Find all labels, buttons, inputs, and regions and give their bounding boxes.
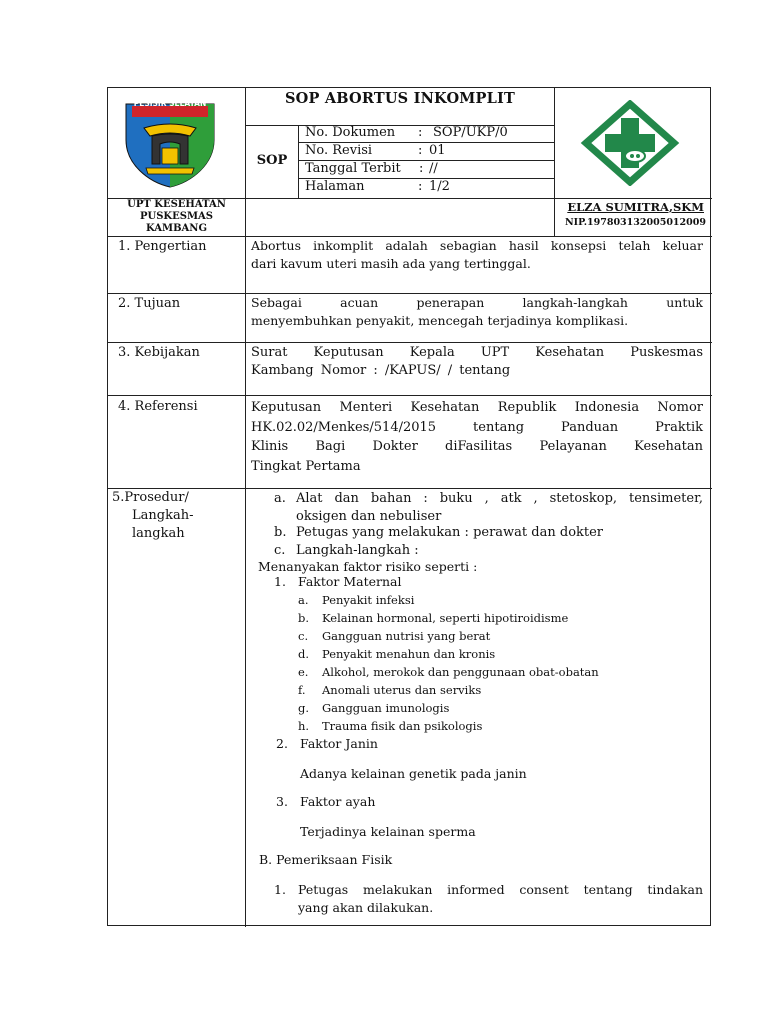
- signer-nip: NIP.197803132005012009: [565, 217, 706, 228]
- doc-row-nomor-sep: :: [418, 125, 423, 140]
- content-line: Klinis Bagi Dokter diFasilitas Pelayanan Kesehatan: [251, 439, 703, 454]
- pesisir-selatan-logo: [122, 98, 218, 188]
- list-item: [298, 627, 599, 645]
- pemeriksaan-fisik-title: B. Pemeriksaan Fisik: [259, 852, 393, 867]
- doc-row-revisi-sep: :: [418, 143, 423, 158]
- puskesmas-logo: [580, 100, 680, 186]
- label-line: langkah: [132, 526, 185, 541]
- sop-document: [107, 87, 711, 926]
- prosedur-b-text: Petugas yang melakukan : perawat dan dokter: [296, 525, 604, 540]
- doc-row-halaman-sep: :: [418, 179, 423, 194]
- maternal-list: [298, 591, 599, 735]
- content-line: HK.02.02/Menkes/514/2015 tentang Panduan Praktik: [251, 419, 703, 435]
- faktor-ayah-text: Terjadinya kelainan sperma: [300, 824, 476, 839]
- org-name-line: KAMBANG: [145, 223, 207, 234]
- list-marker: h.: [298, 719, 310, 733]
- prosedur-a-text: [296, 490, 703, 526]
- list-marker: a.: [298, 593, 309, 607]
- list-item: [298, 681, 599, 699]
- section-content-kebijakan: [251, 344, 703, 380]
- divider: [245, 88, 246, 927]
- list-marker: d.: [298, 647, 310, 661]
- divider: [108, 342, 712, 343]
- prosedur-a-marker: a.: [274, 491, 286, 506]
- section-content-pengertian: [251, 237, 703, 273]
- content-line: Keputusan Menteri Kesehatan Republik Indonesia Nomor: [251, 400, 703, 415]
- content-line: oksigen dan nebuliser: [296, 509, 442, 524]
- list-item: [298, 699, 599, 717]
- list-item: [298, 591, 599, 609]
- sop-label: SOP: [256, 153, 288, 168]
- signer-name: ELZA SUMITRA,SKM: [567, 200, 704, 214]
- faktor-maternal-marker: 1.: [274, 574, 286, 589]
- list-item: [298, 609, 599, 627]
- section-content-referensi: [251, 398, 703, 476]
- prosedur-intro: Menanyakan faktor risiko seperti :: [258, 559, 478, 574]
- doc-row-revisi-label: No. Revisi: [305, 143, 373, 158]
- doc-row-nomor-label: No. Dokumen: [305, 125, 396, 140]
- faktor-ayah-marker: 3.: [276, 794, 288, 809]
- document-title: SOP ABORTUS INKOMPLIT: [284, 90, 515, 107]
- label-line: 5.Prosedur/: [112, 490, 189, 505]
- content-line: dari kavum uteri masih ada yang tertinggal.: [251, 256, 531, 271]
- content-line: Petugas melakukan informed consent tentang tindakan: [298, 882, 703, 897]
- label-line: Langkah-: [132, 508, 194, 523]
- list-text: Alkohol, merokok dan penggunaan obat-obatan: [322, 665, 599, 679]
- prosedur-b-marker: b.: [274, 525, 287, 540]
- org-name: [108, 199, 245, 235]
- section-label-referensi: 4. Referensi: [118, 399, 198, 414]
- section-content-tujuan: [251, 294, 703, 330]
- list-marker: b.: [298, 611, 310, 625]
- section-label-pengertian: 1. Pengertian: [118, 239, 207, 254]
- prosedur-c-marker: c.: [274, 543, 286, 558]
- content-line: Sebagai acuan penerapan langkah-langkah untuk: [251, 295, 703, 310]
- faktor-janin-marker: 2.: [276, 736, 288, 751]
- doc-row-tanggal-sep: :: [419, 161, 424, 176]
- doc-row-tanggal-label: Tanggal Terbit: [305, 161, 401, 176]
- doc-row-nomor-value: SOP/UKP/0: [433, 125, 508, 140]
- list-text: Penyakit infeksi: [322, 593, 415, 607]
- list-item: [298, 717, 599, 735]
- prosedur-c-text: Langkah-langkah :: [296, 543, 419, 558]
- faktor-maternal-title: Faktor Maternal: [298, 574, 402, 589]
- list-marker: g.: [298, 701, 310, 715]
- content-line: Tingkat Pertama: [251, 458, 361, 474]
- content-line: menyembuhkan penyakit, mencegah terjadinya komplikasi.: [251, 313, 629, 328]
- list-text: Gangguan imunologis: [322, 701, 450, 715]
- content-line: Kambang Nomor : /KAPUS/ / tentang: [251, 363, 511, 378]
- faktor-janin-title: Faktor Janin: [300, 736, 378, 751]
- faktor-ayah-title: Faktor ayah: [300, 794, 376, 809]
- divider: [298, 125, 299, 198]
- faktor-janin-text: Adanya kelainan genetik pada janin: [300, 766, 527, 781]
- content-line: Abortus inkomplit adalah sebagian hasil konsepsi telah keluar: [251, 238, 703, 253]
- list-text: Gangguan nutrisi yang berat: [322, 629, 491, 643]
- list-marker: c.: [298, 629, 309, 643]
- org-name-line: PUSKESMAS: [139, 211, 214, 222]
- content-line: Surat Keputusan Kepala UPT Kesehatan Puskesmas: [251, 345, 703, 360]
- list-marker: f.: [298, 683, 306, 697]
- doc-row-tanggal-value: //: [429, 161, 438, 176]
- section-label-prosedur: [112, 489, 193, 543]
- pemeriksaan-1-marker: 1.: [274, 882, 286, 897]
- list-text: Trauma fisik dan psikologis: [322, 719, 483, 733]
- divider: [108, 488, 712, 489]
- list-marker: e.: [298, 665, 309, 679]
- content-line: yang akan dilakukan.: [298, 900, 434, 915]
- doc-row-halaman-value: 1/2: [429, 179, 450, 194]
- list-text: Penyakit menahun dan kronis: [322, 647, 496, 661]
- logo-banner-text: PESISIR SELATAN: [133, 99, 207, 108]
- doc-row-revisi-value: 01: [429, 143, 446, 158]
- pemeriksaan-1-text: [298, 881, 703, 917]
- divider: [108, 395, 712, 396]
- org-name-line: UPT KESEHATAN: [127, 199, 226, 210]
- list-item: [298, 663, 599, 681]
- list-text: Anomali uterus dan serviks: [322, 683, 482, 697]
- section-label-kebijakan: 3. Kebijakan: [118, 345, 200, 360]
- doc-row-halaman-label: Halaman: [305, 179, 365, 194]
- section-label-tujuan: 2. Tujuan: [118, 296, 181, 311]
- content-line: Alat dan bahan : buku , atk , stetoskop, tensimeter,: [296, 491, 703, 506]
- list-item: [298, 645, 599, 663]
- list-text: Kelainan hormonal, seperti hipotiroidisme: [322, 611, 569, 625]
